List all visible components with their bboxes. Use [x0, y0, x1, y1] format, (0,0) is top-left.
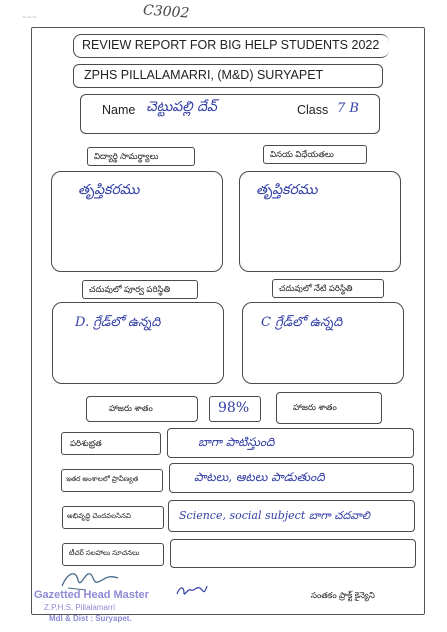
- present-reading-label: చదువులో నేటి పరిస్థితి: [279, 283, 353, 293]
- improvement-value-box: [168, 500, 415, 532]
- past-reading-label: చదువులో పూర్వ పరిస్థితి: [89, 284, 171, 294]
- attendance-label-box: [86, 396, 198, 422]
- present-reading-value: C గ్రేడ్‌లో ఉన్నది: [261, 315, 343, 330]
- discipline-label-box: [263, 145, 367, 164]
- present-reading-box: [242, 302, 404, 384]
- past-reading-box: [52, 302, 224, 384]
- attendance-value-box: [209, 396, 261, 422]
- student-ability-box: [51, 171, 223, 272]
- cleanliness-label: పరిశుభ్రత: [70, 438, 102, 448]
- attendance-label-box-2: [276, 392, 382, 424]
- improvement-label-box: [62, 506, 164, 529]
- past-reading-label-box: [82, 280, 198, 299]
- improvement-label: అభివృద్ధి చెందవలసినవి: [67, 513, 131, 520]
- stamp-line-3: Mdl & Dist : Suryapet.: [49, 614, 132, 623]
- student-ability-value: తృప్తికరము: [78, 182, 140, 198]
- class-value: 7 B: [337, 101, 359, 116]
- discipline-value: తృప్తికరము: [256, 182, 318, 198]
- school-box: [73, 64, 383, 88]
- cleanliness-value: బాగా పాటిస్తుంది: [198, 435, 275, 449]
- stamp-line-2: Z.P.H.S. Pillalamarri: [44, 603, 115, 612]
- title-box: [73, 34, 389, 58]
- parent-signature-label: సంతకం ప్రాక్ట్ కైన్యెని: [311, 590, 375, 600]
- student-ability-label-box: [87, 147, 195, 166]
- attendance-value: 98%: [218, 400, 250, 416]
- teacher-signature: [174, 582, 210, 600]
- report-title: REVIEW REPORT FOR BIG HELP STUDENTS 2022: [82, 38, 380, 52]
- teacher-advice-value-box: [170, 539, 416, 568]
- student-ability-label: విద్యార్థి సామర్థ్యాలు: [94, 151, 159, 161]
- past-reading-value: D. గ్రేడ్‌లో ఉన్నది: [75, 315, 161, 330]
- attendance-label-2: హాజరు శాతం: [293, 402, 337, 412]
- cleanliness-label-box: [61, 432, 161, 455]
- attendance-label: హాజరు శాతం: [109, 403, 153, 413]
- teacher-advice-label-box: [62, 543, 164, 566]
- school-name: ZPHS PILLALAMARRI, (M&D) SURYAPET: [84, 68, 324, 82]
- improvement-value: Science, social subject బాగా చదవాలి: [179, 509, 370, 522]
- name-label: Name: [102, 103, 136, 117]
- teacher-advice-label: టీచర్ సలహాలు సూచనలు: [69, 550, 140, 557]
- present-reading-label-box: [272, 279, 384, 298]
- other-skills-value-box: [169, 463, 414, 493]
- other-skills-value: పాటలు, ఆటలు పాడుతుంది: [194, 470, 325, 484]
- discipline-label: వినయ విధేయతలు: [270, 149, 334, 159]
- corner-code: C3002: [142, 2, 190, 22]
- other-skills-label-box: [61, 469, 163, 492]
- name-value: చెట్టుపల్లి దేవ్: [146, 99, 217, 115]
- stamp-line-1: Gazetted Head Master: [34, 589, 149, 601]
- other-skills-label: ఇతర అంశాలలో ప్రావీణ్యత: [66, 476, 139, 483]
- student-info-box: [80, 94, 380, 134]
- cleanliness-value-box: [167, 428, 414, 458]
- discipline-box: [239, 171, 401, 272]
- class-label: Class: [297, 103, 329, 117]
- corner-scribble: ~~~: [22, 14, 38, 21]
